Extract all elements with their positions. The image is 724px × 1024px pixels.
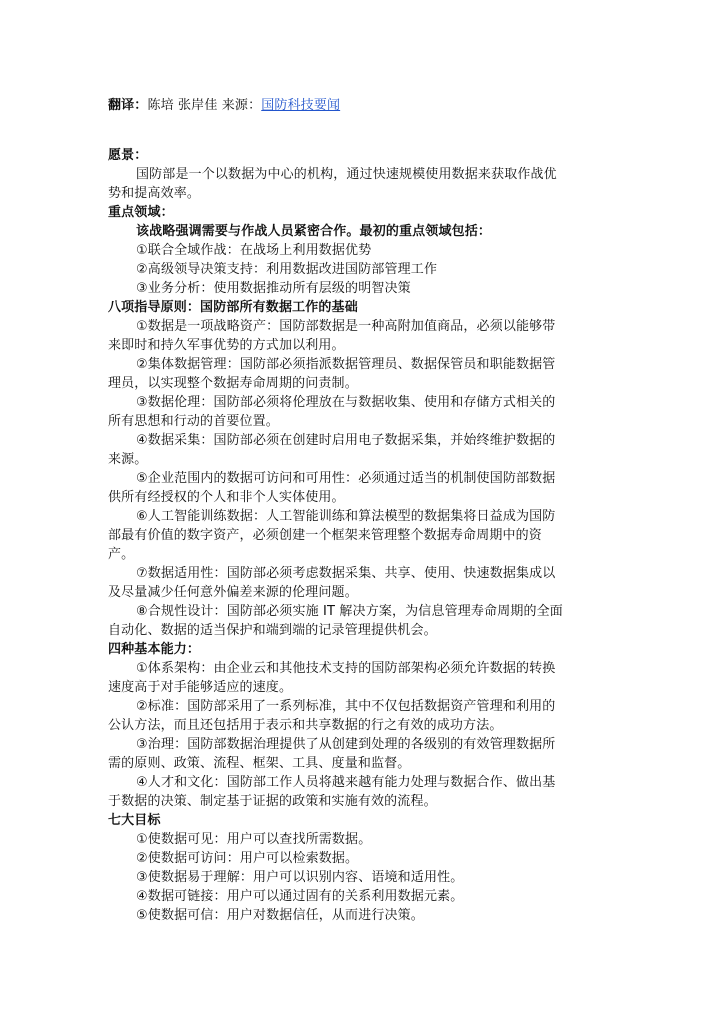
principle-line: ⑥人工智能训练数据：人工智能训练和算法模型的数据集将日益成为国防 — [136, 509, 556, 524]
principle-line: ⑧合规性设计：国防部必须实施 IT 解决方案，为信息管理寿命周期的全面 — [136, 604, 563, 619]
capability-line: 速度高于对手能够适应的速度。 — [108, 680, 293, 695]
capability-line: ③治理：国防部数据治理提供了从创建到处理的各级别的有效管理数据所 — [136, 737, 556, 752]
principle-line: ⑦数据适用性：国防部必须考虑数据采集、共享、使用、快速数据集成以 — [136, 566, 556, 581]
principle-line: 所有思想和行动的首要位置。 — [108, 414, 279, 429]
capability-line: ①体系架构：由企业云和其他技术支持的国防部架构必须允许数据的转换 — [136, 661, 556, 676]
principle-line: 来源。 — [108, 452, 148, 467]
principles-heading: 八项指导原则：国防部所有数据工作的基础 — [108, 300, 358, 315]
goals-heading: 七大目标 — [108, 813, 161, 828]
principle-line: 及尽量减少任何意外偏差来源的伦理问题。 — [108, 585, 358, 600]
focus-heading: 重点领域： — [108, 205, 174, 220]
capability-line: ④人才和文化：国防部工作人员将越来越有能力处理与数据合作、做出基 — [136, 775, 556, 790]
goal-item: ①使数据可见：用户可以查找所需数据。 — [136, 832, 372, 847]
capability-line: 于数据的决策、制定基于证据的政策和实施有效的流程。 — [108, 794, 437, 809]
translators-label: 翻译： — [108, 98, 148, 113]
source-label: 来源： — [217, 98, 262, 113]
focus-intro: 该战略强调需要与作战人员紧密合作。最初的重点领域包括： — [136, 224, 492, 239]
principle-line: ①数据是一项战略资产：国防部数据是一种高附加值商品，必须以能够带 — [136, 319, 556, 334]
vision-heading: 愿景： — [108, 148, 148, 163]
goal-item: ②使数据可访问：用户可以检索数据。 — [136, 851, 359, 866]
principle-line: ③数据伦理：国防部必须将伦理放在与数据收集、使用和存储方式相关的 — [136, 395, 556, 410]
principle-line: ②集体数据管理：国防部必须指派数据管理员、数据保管员和职能数据管 — [136, 357, 556, 372]
principle-line: 理员，以实现整个数据寿命周期的问责制。 — [108, 376, 358, 391]
goal-item: ③使数据易于理解：用户可以识别内容、语境和适用性。 — [136, 870, 464, 885]
capability-line: ②标准：国防部采用了一系列标准，其中不仅包括数据资产管理和利用的 — [136, 699, 556, 714]
focus-item: ①联合全域作战：在战场上利用数据优势 — [136, 243, 372, 258]
focus-item: ③业务分析：使用数据推动所有层级的明智决策 — [136, 281, 411, 296]
goal-item: ⑤使数据可信：用户对数据信任，从而进行决策。 — [136, 908, 424, 923]
principle-line: ⑤企业范围内的数据可访问和可用性：必须通过适当的机制使国防部数据 — [136, 471, 556, 486]
principle-line: 部最有价值的数字资产，必须创建一个框架来管理整个数据寿命周期中的资 — [108, 528, 542, 543]
principle-line: 来即时和持久军事优势的方式加以利用。 — [108, 338, 345, 353]
principle-line: 产。 — [108, 547, 135, 562]
focus-item: ②高级领导决策支持：利用数据改进国防部管理工作 — [136, 262, 438, 277]
vision-text-line: 国防部是一个以数据为中心的机构，通过快速规模使用数据来获取作战优 — [136, 167, 557, 182]
principle-line: 自动化、数据的适当保护和端到端的记录管理提供机会。 — [108, 623, 437, 638]
principle-line: 供所有经授权的个人和非个人实体使用。 — [108, 490, 345, 505]
credits-line — [108, 96, 340, 115]
goal-item: ④数据可链接：用户可以通过固有的关系利用数据元素。 — [136, 889, 464, 904]
capability-line: 公认方法，而且还包括用于表示和共享数据的行之有效的成功方法。 — [108, 718, 503, 733]
source-link[interactable]: 国防科技要闻 — [261, 98, 341, 113]
vision-text-line: 势和提高效率。 — [108, 186, 201, 201]
principle-line: ④数据采集：国防部必须在创建时启用电子数据采集，并始终维护数据的 — [136, 433, 556, 448]
capability-line: 需的原则、政策、流程、框架、工具、度量和监督。 — [108, 756, 411, 771]
capabilities-heading: 四种基本能力： — [108, 642, 201, 657]
translators-names: 陈培 张岸佳 — [147, 98, 218, 113]
